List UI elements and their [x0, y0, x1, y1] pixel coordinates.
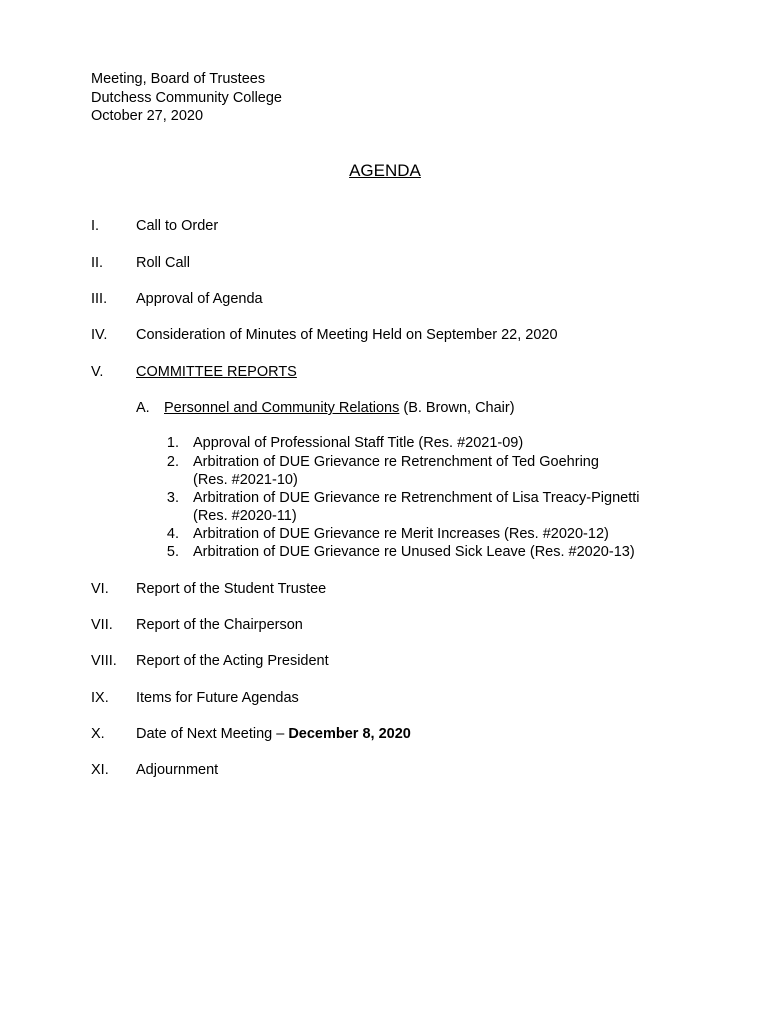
item-text: Report of the Student Trustee: [136, 581, 327, 597]
item-text: Items for Future Agendas: [136, 690, 299, 706]
meeting-name: Meeting, Board of Trustees: [91, 71, 266, 87]
committee-letter: A.: [136, 400, 150, 416]
next-meeting-item: [136, 726, 411, 742]
item-text: Date of Next Meeting –: [136, 726, 289, 742]
college-name: Dutchess Community College: [91, 90, 282, 106]
next-meeting-date: December 8, 2020: [288, 726, 411, 742]
committee-name: Personnel and Community Relations: [164, 400, 400, 416]
item-number: X.: [91, 726, 105, 742]
item-number: VII.: [91, 617, 113, 633]
item-text: Consideration of Minutes of Meeting Held on September 22, 2020: [136, 327, 558, 343]
item-text: Roll Call: [136, 255, 190, 271]
resolution-text-continued: (Res. #2021-10): [193, 472, 298, 488]
meeting-date: October 27, 2020: [91, 108, 204, 124]
item-number: VI.: [91, 581, 109, 597]
committee-chair: (B. Brown, Chair): [399, 400, 515, 416]
resolution-number: 1.: [166, 435, 179, 451]
item-number: VIII.: [91, 653, 117, 669]
committee-reports-heading: COMMITTEE REPORTS: [136, 364, 297, 380]
resolution-number: 2.: [166, 454, 179, 470]
item-number: V.: [91, 364, 104, 380]
item-text: Approval of Agenda: [136, 291, 263, 307]
page-title: AGENDA: [349, 161, 421, 180]
resolution-text: Arbitration of DUE Grievance re Merit Increases (Res. #2020-12): [193, 526, 609, 542]
item-text: Report of the Chairperson: [136, 617, 303, 633]
resolution-text: Arbitration of DUE Grievance re Retrenchment of Lisa Treacy-Pignetti: [193, 490, 640, 506]
item-number: II.: [91, 255, 104, 271]
resolution-text: Arbitration of DUE Grievance re Unused Sick Leave (Res. #2020-13): [193, 544, 635, 560]
resolution-text-continued: (Res. #2020-11): [193, 508, 297, 524]
item-number: IX.: [91, 690, 109, 706]
item-number: III.: [91, 291, 108, 307]
resolution-text: Arbitration of DUE Grievance re Retrenchment of Ted Goehring: [193, 454, 599, 470]
resolution-text: Approval of Professional Staff Title (Res. #2021-09): [193, 435, 524, 451]
item-number: IV.: [91, 327, 108, 343]
item-text: Call to Order: [136, 218, 219, 234]
resolution-number: 3.: [166, 490, 179, 506]
item-number: I.: [91, 218, 100, 234]
item-text: Adjournment: [136, 762, 219, 778]
committee-heading: [164, 400, 515, 416]
resolution-number: 4.: [166, 526, 179, 542]
item-text: Report of the Acting President: [136, 653, 329, 669]
item-number: XI.: [91, 762, 109, 778]
resolution-number: 5.: [166, 544, 179, 560]
